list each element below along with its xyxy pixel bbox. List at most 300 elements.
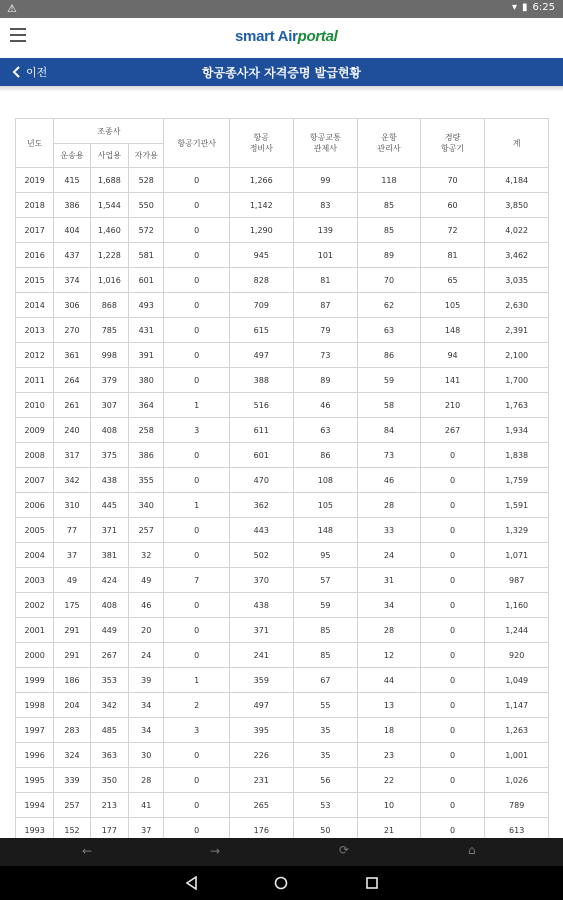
table-cell: 310 xyxy=(54,493,90,518)
table-cell: 37 xyxy=(54,543,90,568)
table-cell: 0 xyxy=(164,593,230,618)
table-cell: 601 xyxy=(229,443,293,468)
table-cell: 2009 xyxy=(16,418,54,443)
table-cell: 291 xyxy=(54,643,90,668)
table-cell: 13 xyxy=(358,693,421,718)
table-row xyxy=(16,518,549,543)
table-cell: 62 xyxy=(358,293,421,318)
license-table-container[interactable] xyxy=(15,118,549,838)
table-cell: 0 xyxy=(164,318,230,343)
table-cell: 89 xyxy=(293,368,358,393)
table-cell: 1 xyxy=(164,668,230,693)
table-cell: 362 xyxy=(229,493,293,518)
table-cell: 1 xyxy=(164,393,230,418)
table-cell: 1,700 xyxy=(485,368,549,393)
table-cell: 28 xyxy=(129,768,164,793)
table-cell: 998 xyxy=(90,343,128,368)
table-cell: 35 xyxy=(293,718,358,743)
back-label: 이전 xyxy=(26,66,48,79)
table-cell: 2015 xyxy=(16,268,54,293)
table-row xyxy=(16,493,549,518)
table-cell: 342 xyxy=(90,693,128,718)
status-time: 6:25 xyxy=(532,2,555,13)
table-cell: 1,263 xyxy=(485,718,549,743)
table-cell: 0 xyxy=(164,293,230,318)
table-row xyxy=(16,643,549,668)
table-cell: 307 xyxy=(90,393,128,418)
table-cell: 141 xyxy=(420,368,485,393)
table-cell: 306 xyxy=(54,293,90,318)
table-cell: 105 xyxy=(293,493,358,518)
table-cell: 2002 xyxy=(16,593,54,618)
table-cell: 94 xyxy=(420,343,485,368)
table-cell: 709 xyxy=(229,293,293,318)
table-cell: 85 xyxy=(293,643,358,668)
table-cell: 2017 xyxy=(16,218,54,243)
table-cell: 0 xyxy=(164,518,230,543)
table-cell: 65 xyxy=(420,268,485,293)
table-cell: 261 xyxy=(54,393,90,418)
table-cell: 613 xyxy=(485,818,549,839)
table-cell: 1,142 xyxy=(229,193,293,218)
table-cell: 324 xyxy=(54,743,90,768)
status-bar xyxy=(0,0,563,18)
battery-icon: ▮ xyxy=(522,2,528,13)
table-cell: 99 xyxy=(293,168,358,193)
app-bar xyxy=(0,18,563,58)
table-cell: 67 xyxy=(293,668,358,693)
table-cell: 139 xyxy=(293,218,358,243)
table-cell: 355 xyxy=(129,468,164,493)
table-row xyxy=(16,818,549,839)
table-cell: 63 xyxy=(293,418,358,443)
table-cell: 20 xyxy=(129,618,164,643)
table-cell: 497 xyxy=(229,693,293,718)
table-cell: 2 xyxy=(164,693,230,718)
table-cell: 1,759 xyxy=(485,468,549,493)
table-cell: 404 xyxy=(54,218,90,243)
table-row xyxy=(16,693,549,718)
app-logo: smart Airportal xyxy=(235,28,338,45)
table-cell: 79 xyxy=(293,318,358,343)
table-body xyxy=(16,168,549,839)
table-cell: 23 xyxy=(358,743,421,768)
table-cell: 0 xyxy=(164,468,230,493)
table-cell: 1,688 xyxy=(90,168,128,193)
table-cell: 0 xyxy=(420,593,485,618)
table-cell: 0 xyxy=(420,493,485,518)
table-cell: 945 xyxy=(229,243,293,268)
table-cell: 2008 xyxy=(16,443,54,468)
col-pilot-private: 자가용 xyxy=(129,144,164,168)
table-cell: 0 xyxy=(164,818,230,839)
table-cell: 267 xyxy=(90,643,128,668)
table-cell: 601 xyxy=(129,268,164,293)
table-cell: 59 xyxy=(293,593,358,618)
table-cell: 57 xyxy=(293,568,358,593)
table-cell: 283 xyxy=(54,718,90,743)
browser-nav-row xyxy=(0,838,563,866)
table-cell: 1,244 xyxy=(485,618,549,643)
table-cell: 1,460 xyxy=(90,218,128,243)
table-cell: 4,022 xyxy=(485,218,549,243)
table-cell: 0 xyxy=(420,518,485,543)
table-cell: 0 xyxy=(420,618,485,643)
refresh-icon[interactable]: ⟳ xyxy=(339,843,350,857)
table-cell: 381 xyxy=(90,543,128,568)
table-cell: 395 xyxy=(229,718,293,743)
table-cell: 408 xyxy=(90,418,128,443)
table-cell: 449 xyxy=(90,618,128,643)
table-cell: 105 xyxy=(420,293,485,318)
table-cell: 388 xyxy=(229,368,293,393)
page-title-bar xyxy=(0,58,563,86)
table-cell: 2013 xyxy=(16,318,54,343)
table-cell: 350 xyxy=(90,768,128,793)
table-cell: 1,160 xyxy=(485,593,549,618)
table-cell: 77 xyxy=(54,518,90,543)
table-cell: 379 xyxy=(90,368,128,393)
table-cell: 83 xyxy=(293,193,358,218)
table-cell: 176 xyxy=(229,818,293,839)
table-cell: 370 xyxy=(229,568,293,593)
table-cell: 1993 xyxy=(16,818,54,839)
table-cell: 415 xyxy=(54,168,90,193)
col-pilot-group: 조종사 xyxy=(54,119,164,144)
table-cell: 39 xyxy=(129,668,164,693)
col-pilot-commercial: 사업용 xyxy=(90,144,128,168)
hamburger-menu-icon[interactable] xyxy=(10,28,26,42)
table-cell: 485 xyxy=(90,718,128,743)
col-total: 계 xyxy=(485,119,549,168)
table-cell: 359 xyxy=(229,668,293,693)
table-cell: 408 xyxy=(90,593,128,618)
table-cell: 1 xyxy=(164,493,230,518)
table-cell: 1,290 xyxy=(229,218,293,243)
table-cell: 0 xyxy=(420,443,485,468)
table-cell: 987 xyxy=(485,568,549,593)
table-cell: 516 xyxy=(229,393,293,418)
table-cell: 386 xyxy=(54,193,90,218)
table-cell: 240 xyxy=(54,418,90,443)
col-dispatcher: 운항 관리사 xyxy=(358,119,421,168)
table-cell: 81 xyxy=(420,243,485,268)
table-cell: 0 xyxy=(420,568,485,593)
table-row xyxy=(16,243,549,268)
table-row xyxy=(16,468,549,493)
table-cell: 264 xyxy=(54,368,90,393)
table-cell: 1,016 xyxy=(90,268,128,293)
table-cell: 2014 xyxy=(16,293,54,318)
table-cell: 0 xyxy=(164,193,230,218)
table-cell: 1995 xyxy=(16,768,54,793)
table-row xyxy=(16,418,549,443)
table-cell: 108 xyxy=(293,468,358,493)
table-cell: 353 xyxy=(90,668,128,693)
table-cell: 0 xyxy=(420,693,485,718)
table-cell: 2,630 xyxy=(485,293,549,318)
table-row xyxy=(16,268,549,293)
table-cell: 3 xyxy=(164,418,230,443)
table-cell: 73 xyxy=(293,343,358,368)
table-cell: 265 xyxy=(229,793,293,818)
table-cell: 258 xyxy=(129,418,164,443)
table-cell: 1997 xyxy=(16,718,54,743)
table-cell: 920 xyxy=(485,643,549,668)
table-row xyxy=(16,793,549,818)
table-cell: 2012 xyxy=(16,343,54,368)
table-cell: 70 xyxy=(420,168,485,193)
table-cell: 2,100 xyxy=(485,343,549,368)
table-cell: 0 xyxy=(420,793,485,818)
table-cell: 1996 xyxy=(16,743,54,768)
table-cell: 1,763 xyxy=(485,393,549,418)
table-cell: 0 xyxy=(164,443,230,468)
table-row xyxy=(16,343,549,368)
table-cell: 611 xyxy=(229,418,293,443)
table-cell: 231 xyxy=(229,768,293,793)
table-cell: 177 xyxy=(90,818,128,839)
table-cell: 2007 xyxy=(16,468,54,493)
table-cell: 2000 xyxy=(16,643,54,668)
table-cell: 34 xyxy=(358,593,421,618)
table-cell: 101 xyxy=(293,243,358,268)
table-cell: 1,147 xyxy=(485,693,549,718)
table-cell: 118 xyxy=(358,168,421,193)
table-cell: 2010 xyxy=(16,393,54,418)
table-cell: 3,035 xyxy=(485,268,549,293)
table-cell: 22 xyxy=(358,768,421,793)
table-cell: 1,838 xyxy=(485,443,549,468)
table-cell: 785 xyxy=(90,318,128,343)
table-cell: 31 xyxy=(358,568,421,593)
col-pilot-transport: 운송용 xyxy=(54,144,90,168)
table-cell: 0 xyxy=(164,268,230,293)
table-cell: 438 xyxy=(90,468,128,493)
table-cell: 340 xyxy=(129,493,164,518)
table-cell: 1,544 xyxy=(90,193,128,218)
table-cell: 257 xyxy=(129,518,164,543)
table-cell: 59 xyxy=(358,368,421,393)
table-cell: 32 xyxy=(129,543,164,568)
table-cell: 386 xyxy=(129,443,164,468)
table-cell: 445 xyxy=(90,493,128,518)
table-cell: 86 xyxy=(293,443,358,468)
table-cell: 1998 xyxy=(16,693,54,718)
table-cell: 84 xyxy=(358,418,421,443)
table-cell: 28 xyxy=(358,493,421,518)
table-cell: 424 xyxy=(90,568,128,593)
table-cell: 63 xyxy=(358,318,421,343)
table-cell: 1,591 xyxy=(485,493,549,518)
table-cell: 581 xyxy=(129,243,164,268)
table-cell: 431 xyxy=(129,318,164,343)
table-cell: 53 xyxy=(293,793,358,818)
table-cell: 213 xyxy=(90,793,128,818)
table-row xyxy=(16,768,549,793)
table-cell: 291 xyxy=(54,618,90,643)
table-cell: 437 xyxy=(54,243,90,268)
table-cell: 0 xyxy=(164,643,230,668)
table-cell: 0 xyxy=(164,743,230,768)
table-cell: 270 xyxy=(54,318,90,343)
table-cell: 24 xyxy=(358,543,421,568)
home-icon[interactable]: ⌂ xyxy=(468,843,476,857)
table-cell: 34 xyxy=(129,718,164,743)
table-cell: 85 xyxy=(293,618,358,643)
table-cell: 1,934 xyxy=(485,418,549,443)
table-cell: 85 xyxy=(358,193,421,218)
table-cell: 41 xyxy=(129,793,164,818)
table-row xyxy=(16,318,549,343)
table-cell: 86 xyxy=(358,343,421,368)
table-cell: 0 xyxy=(420,818,485,839)
table-cell: 186 xyxy=(54,668,90,693)
table-cell: 0 xyxy=(164,618,230,643)
table-row xyxy=(16,443,549,468)
table-cell: 56 xyxy=(293,768,358,793)
arrow-left-icon[interactable]: ← xyxy=(82,844,93,858)
table-cell: 3 xyxy=(164,718,230,743)
table-cell: 7 xyxy=(164,568,230,593)
table-cell: 73 xyxy=(358,443,421,468)
table-cell: 50 xyxy=(293,818,358,839)
table-cell: 380 xyxy=(129,368,164,393)
table-cell: 0 xyxy=(164,768,230,793)
table-cell: 0 xyxy=(164,793,230,818)
table-cell: 828 xyxy=(229,268,293,293)
table-row xyxy=(16,743,549,768)
table-cell: 2001 xyxy=(16,618,54,643)
table-row xyxy=(16,593,549,618)
table-cell: 2004 xyxy=(16,543,54,568)
table-cell: 49 xyxy=(54,568,90,593)
table-cell: 0 xyxy=(164,168,230,193)
table-cell: 3,462 xyxy=(485,243,549,268)
table-cell: 60 xyxy=(420,193,485,218)
table-cell: 2,391 xyxy=(485,318,549,343)
table-cell: 0 xyxy=(420,668,485,693)
table-row xyxy=(16,168,549,193)
table-cell: 391 xyxy=(129,343,164,368)
table-cell: 3,850 xyxy=(485,193,549,218)
table-cell: 0 xyxy=(420,468,485,493)
table-cell: 1,026 xyxy=(485,768,549,793)
table-cell: 58 xyxy=(358,393,421,418)
table-cell: 868 xyxy=(90,293,128,318)
table-cell: 21 xyxy=(358,818,421,839)
table-cell: 438 xyxy=(229,593,293,618)
table-row xyxy=(16,218,549,243)
page-title: 항공종사자 자격증명 발급현황 xyxy=(201,66,362,80)
table-row xyxy=(16,668,549,693)
table-cell: 18 xyxy=(358,718,421,743)
table-cell: 4,184 xyxy=(485,168,549,193)
col-flight-engineer: 항공기관사 xyxy=(164,119,230,168)
table-cell: 70 xyxy=(358,268,421,293)
table-cell: 30 xyxy=(129,743,164,768)
table-cell: 226 xyxy=(229,743,293,768)
table-row xyxy=(16,618,549,643)
circle-home-icon[interactable] xyxy=(274,876,288,890)
table-cell: 0 xyxy=(164,218,230,243)
table-row xyxy=(16,293,549,318)
table-row xyxy=(16,393,549,418)
table-cell: 95 xyxy=(293,543,358,568)
table-cell: 55 xyxy=(293,693,358,718)
col-mechanic: 항공 정비사 xyxy=(229,119,293,168)
table-cell: 148 xyxy=(420,318,485,343)
table-cell: 2003 xyxy=(16,568,54,593)
table-cell: 85 xyxy=(358,218,421,243)
table-cell: 44 xyxy=(358,668,421,693)
table-cell: 1999 xyxy=(16,668,54,693)
table-cell: 257 xyxy=(54,793,90,818)
warning-icon: ⚠ xyxy=(7,2,17,15)
table-cell: 615 xyxy=(229,318,293,343)
table-cell: 470 xyxy=(229,468,293,493)
col-light-aircraft: 경량 항공기 xyxy=(420,119,485,168)
table-row xyxy=(16,568,549,593)
table-cell: 1,071 xyxy=(485,543,549,568)
table-cell: 371 xyxy=(229,618,293,643)
table-cell: 0 xyxy=(420,718,485,743)
license-issuance-table xyxy=(15,118,549,838)
table-cell: 1,329 xyxy=(485,518,549,543)
table-cell: 87 xyxy=(293,293,358,318)
table-cell: 572 xyxy=(129,218,164,243)
table-cell: 175 xyxy=(54,593,90,618)
wifi-icon: ▾ xyxy=(511,2,518,13)
table-cell: 241 xyxy=(229,643,293,668)
table-cell: 1994 xyxy=(16,793,54,818)
table-cell: 502 xyxy=(229,543,293,568)
table-cell: 34 xyxy=(129,693,164,718)
table-cell: 317 xyxy=(54,443,90,468)
triangle-back-icon[interactable] xyxy=(185,876,199,890)
table-cell: 24 xyxy=(129,643,164,668)
table-cell: 81 xyxy=(293,268,358,293)
table-cell: 1,049 xyxy=(485,668,549,693)
table-cell: 2006 xyxy=(16,493,54,518)
table-row xyxy=(16,543,549,568)
table-cell: 2018 xyxy=(16,193,54,218)
arrow-right-icon[interactable]: → xyxy=(210,844,221,858)
table-cell: 0 xyxy=(164,243,230,268)
table-cell: 46 xyxy=(358,468,421,493)
table-cell: 497 xyxy=(229,343,293,368)
table-cell: 375 xyxy=(90,443,128,468)
table-cell: 0 xyxy=(164,543,230,568)
table-cell: 267 xyxy=(420,418,485,443)
navigation-bar xyxy=(0,838,563,900)
square-recents-icon[interactable] xyxy=(365,876,379,890)
table-cell: 2011 xyxy=(16,368,54,393)
table-row xyxy=(16,718,549,743)
table-cell: 374 xyxy=(54,268,90,293)
table-cell: 0 xyxy=(420,743,485,768)
table-cell: 46 xyxy=(293,393,358,418)
table-cell: 46 xyxy=(129,593,164,618)
table-cell: 1,266 xyxy=(229,168,293,193)
table-cell: 528 xyxy=(129,168,164,193)
table-cell: 2005 xyxy=(16,518,54,543)
table-cell: 493 xyxy=(129,293,164,318)
table-cell: 0 xyxy=(164,368,230,393)
table-row xyxy=(16,368,549,393)
table-cell: 0 xyxy=(164,343,230,368)
col-year: 년도 xyxy=(16,119,54,168)
